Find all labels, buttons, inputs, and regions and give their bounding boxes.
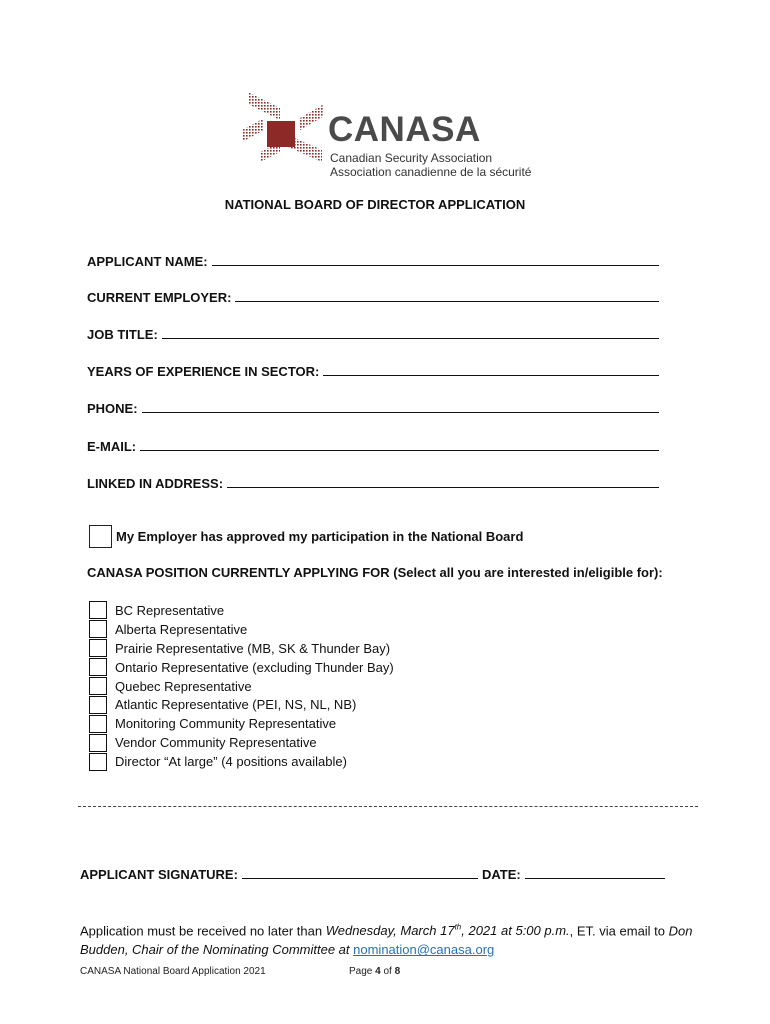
position-checkbox[interactable] [89,620,107,638]
signature-row [80,864,669,882]
field-label: YEARS OF EXPERIENCE IN SECTOR: [87,364,320,379]
canasa-logo [240,90,530,180]
canasa-emblem-icon [240,90,326,170]
position-label: Atlantic Representative (PEI, NS, NL, NB) [115,697,357,713]
years-experience-field[interactable] [87,361,659,379]
position-label: Alberta Representative [115,621,248,637]
positions-heading: CANASA POSITION CURRENTLY APPLYING FOR (Select all you are interested in/eligible for): [87,565,663,580]
position-item-atlantic[interactable] [89,695,394,714]
employer-approval-label: My Employer has approved my participation in the National Board [116,529,524,544]
position-item-alberta[interactable] [89,620,394,639]
logo-subtitle-fr: Association canadienne de la sécurité [330,165,532,179]
applicant-name-field[interactable] [87,251,659,269]
position-checkbox[interactable] [89,753,107,771]
deadline-date: Wednesday, March 17 [325,923,455,939]
email-link[interactable]: nomination@canasa.org [353,942,495,958]
position-checkbox[interactable] [89,715,107,733]
position-item-monitoring[interactable] [89,714,394,733]
deadline-text [326,923,570,938]
employer-approval-checkbox[interactable] [89,525,112,548]
logo-subtitle-en: Canadian Security Association [330,151,493,165]
email-field[interactable] [87,436,659,454]
footer-document-name: CANASA National Board Application 2021 [80,966,266,977]
field-line[interactable] [323,375,659,376]
position-checkbox[interactable] [89,677,107,695]
position-item-at-large[interactable] [89,752,394,771]
position-checkbox[interactable] [89,658,107,676]
position-item-quebec[interactable] [89,677,394,696]
position-label: Prairie Representative (MB, SK & Thunder Bay) [115,640,391,656]
phone-field[interactable] [87,398,659,416]
field-line[interactable] [212,265,659,266]
position-checkbox[interactable] [89,734,107,752]
signature-line[interactable] [242,878,478,879]
positions-list [89,601,394,771]
signature-label: APPLICANT SIGNATURE: [80,867,238,882]
deadline-time: , 2021 at 5:00 p.m. [461,923,570,939]
note-text: Application must be received no later than [80,923,326,939]
position-item-vendor[interactable] [89,733,394,752]
field-label: PHONE: [87,401,138,416]
position-label: BC Representative [115,602,225,618]
field-line[interactable] [140,450,659,451]
page-of: of [380,966,395,977]
date-label: DATE: [481,867,521,882]
position-checkbox[interactable] [89,639,107,657]
page-current: 4 [375,966,381,977]
position-label: Ontario Representative (excluding Thunder Bay) [115,659,394,675]
note-text-2: , ET. via email to [569,923,669,939]
field-label: JOB TITLE: [87,327,158,342]
logo-wordmark: CANASA [328,110,481,149]
page-title: NATIONAL BOARD OF DIRECTOR APPLICATION [224,197,526,212]
field-label: LINKED IN ADDRESS: [87,476,224,491]
field-label: E-MAIL: [87,439,137,454]
position-label: Vendor Community Representative [115,735,317,751]
position-checkbox[interactable] [89,696,107,714]
footer-page-number [349,966,400,977]
date-line[interactable] [525,878,665,879]
position-label: Quebec Representative [115,678,252,694]
job-title-field[interactable] [87,324,659,342]
field-label: CURRENT EMPLOYER: [87,290,232,305]
field-line[interactable] [235,301,659,302]
position-label: Director “At large” (4 positions available) [115,754,347,770]
submission-note [80,918,720,959]
position-item-ontario[interactable] [89,658,394,677]
deadline-suffix: th [454,923,462,932]
field-line[interactable] [142,412,659,413]
field-line[interactable] [162,338,659,339]
page-total: 8 [394,966,401,977]
page-prefix: Page [349,966,376,977]
contact-name: Don Budden, Chair of the Nominating Committee at [80,923,693,958]
position-item-bc[interactable] [89,601,394,620]
field-label: APPLICANT NAME: [87,254,208,269]
position-label: Monitoring Community Representative [115,716,337,732]
position-checkbox[interactable] [89,601,107,619]
linkedin-field[interactable] [87,473,659,491]
position-item-prairie[interactable] [89,639,394,658]
field-line[interactable] [227,487,659,488]
section-divider [78,806,698,807]
current-employer-field[interactable] [87,287,659,305]
